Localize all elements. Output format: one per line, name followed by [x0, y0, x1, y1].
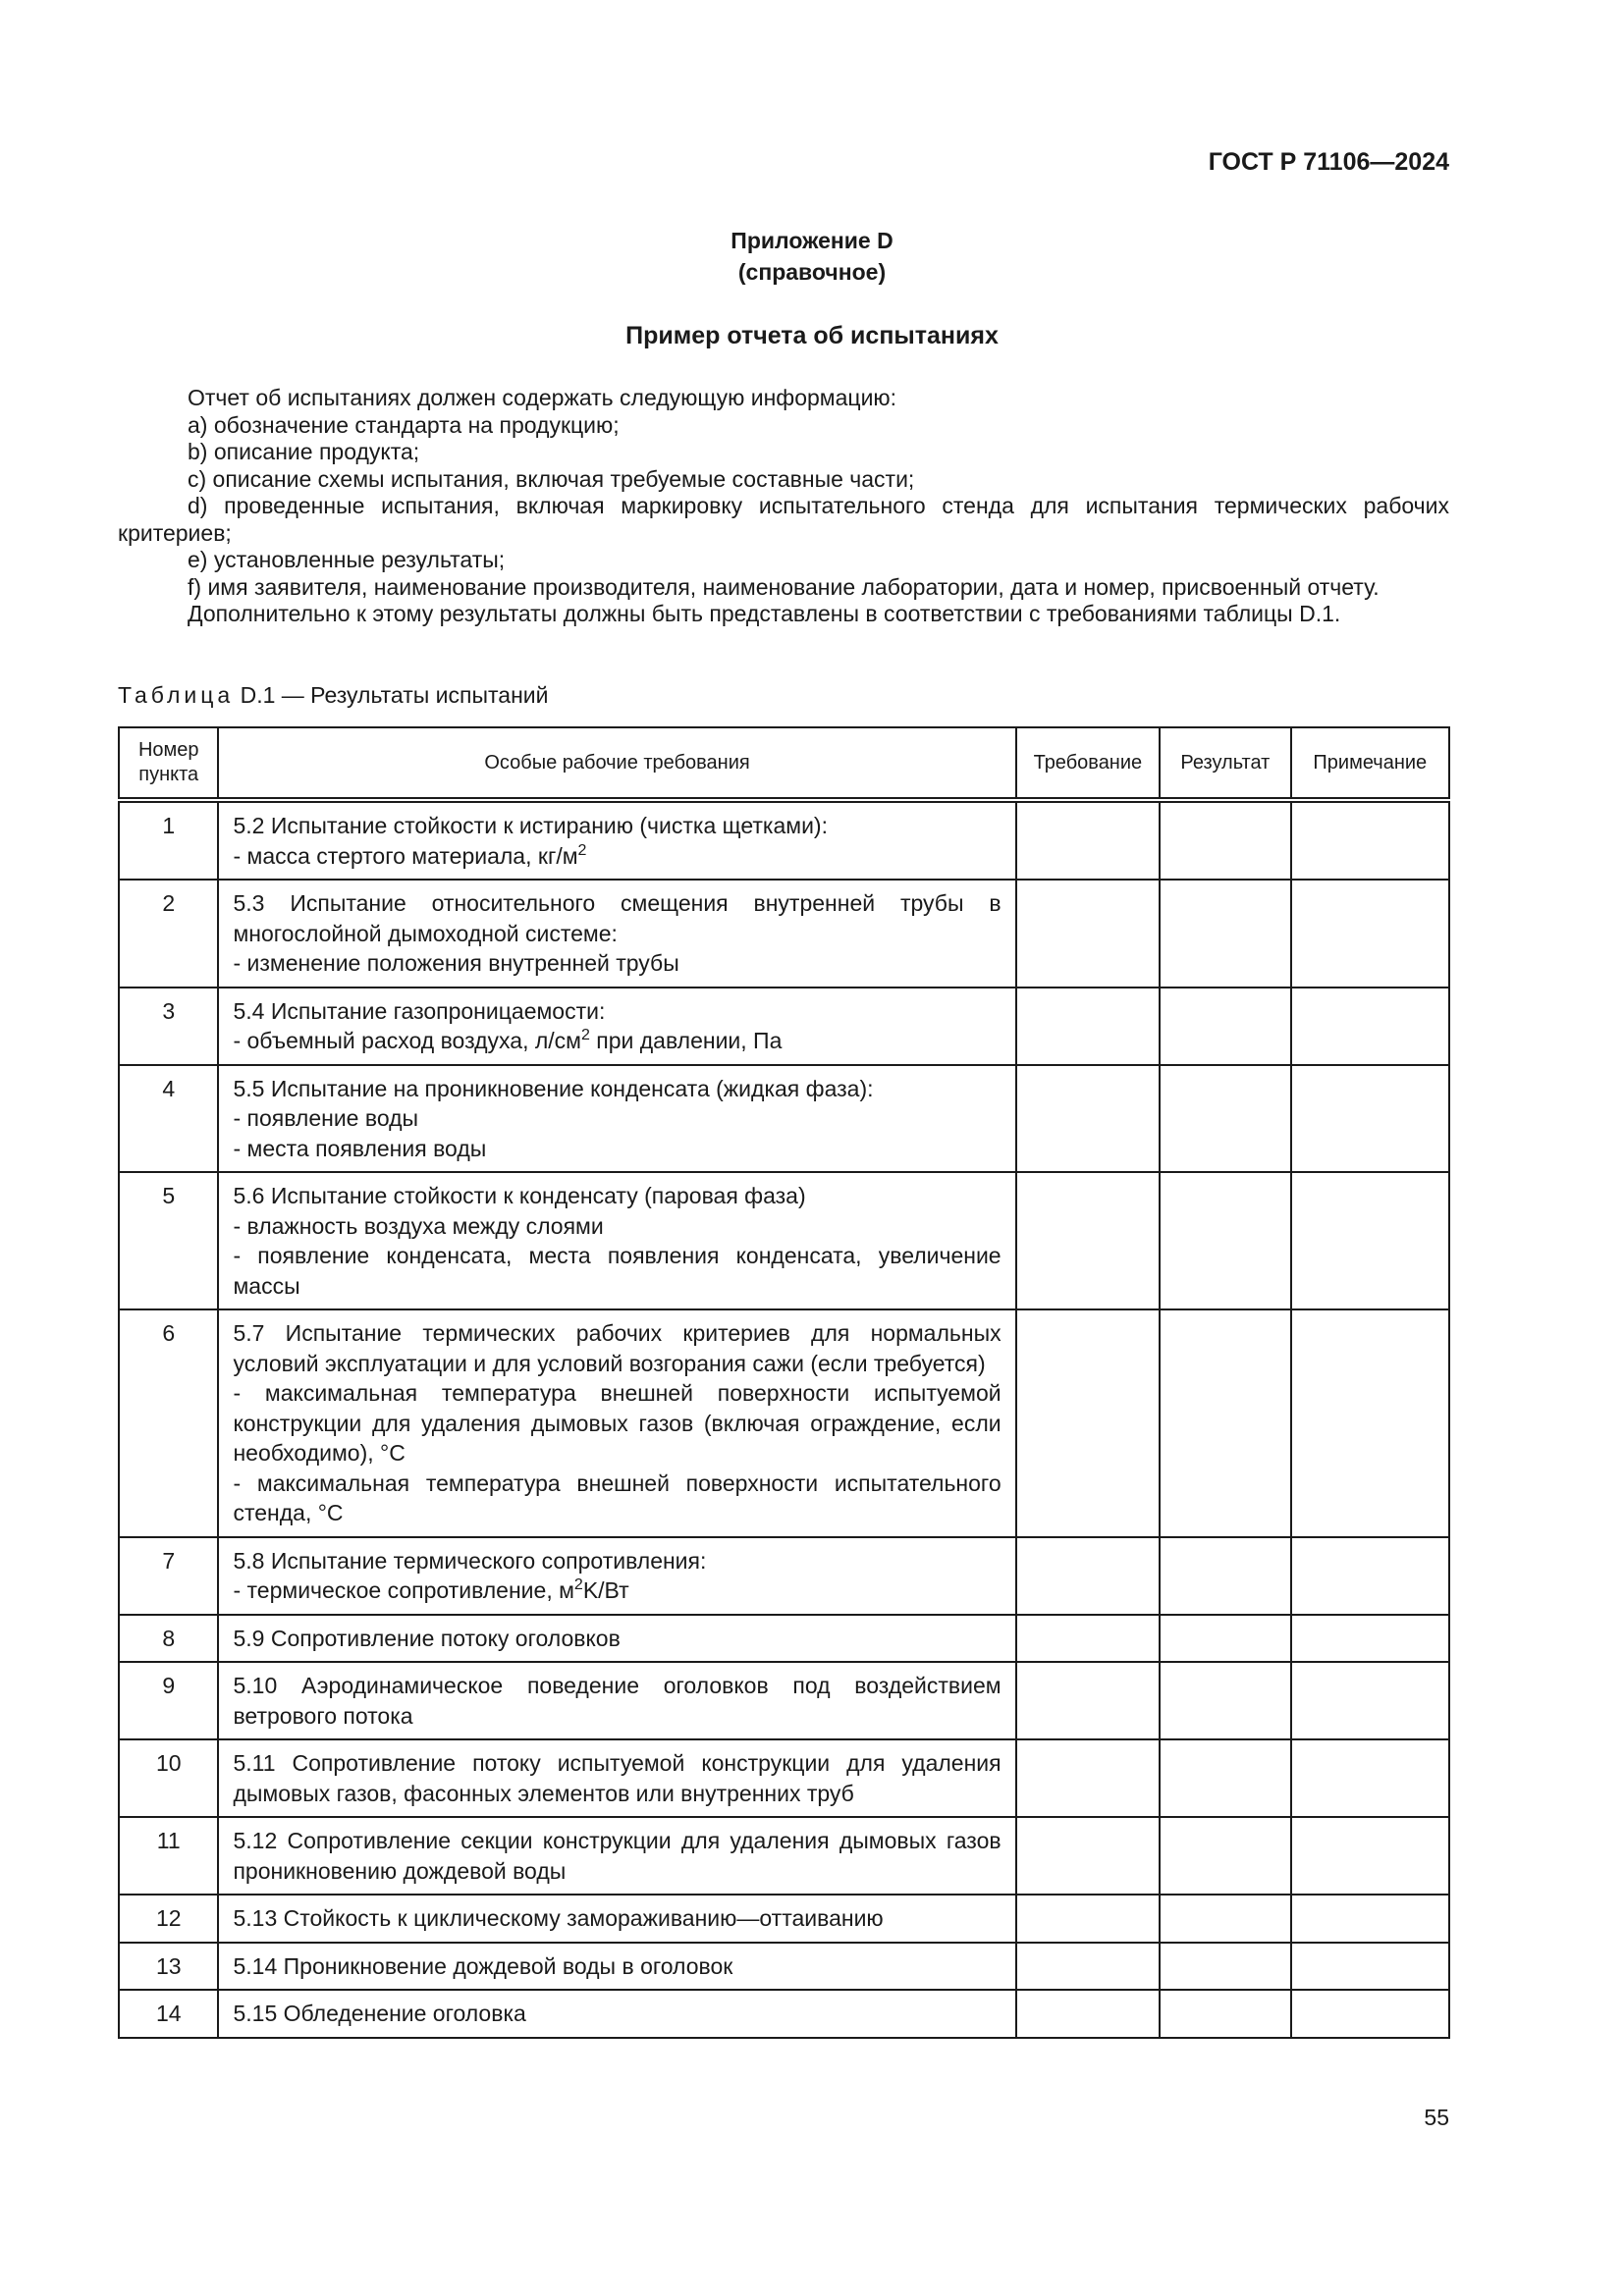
header-note: Примечание [1291, 727, 1449, 800]
table-row [119, 1615, 1449, 1663]
req-text: K/Вт [582, 1577, 629, 1603]
row-requirement [218, 1537, 1015, 1615]
table-header-row [119, 727, 1449, 800]
cell-note [1291, 1172, 1449, 1309]
cell-requirement [1016, 800, 1161, 880]
annex-type: (справочное) [737, 259, 887, 285]
req-text: - масса стертого материала, кг/м [233, 842, 578, 869]
cell-result [1160, 1895, 1290, 1943]
superscript: 2 [573, 1576, 583, 1593]
row-number: 2 [119, 880, 218, 988]
table-row [119, 1662, 1449, 1739]
row-requirement [218, 1065, 1015, 1173]
header-result: Результат [1160, 727, 1290, 800]
table-row [119, 1739, 1449, 1817]
closing-paragraph: Дополнительно к этому результаты должны быть представлены в соответствии с требованиями таблицы D.1. [188, 601, 1341, 626]
cell-requirement [1016, 988, 1161, 1065]
cell-result [1160, 1309, 1290, 1537]
req-line: 5.4 Испытание газопроницаемости: [233, 997, 606, 1024]
cell-result [1160, 1817, 1290, 1895]
list-item-f: f) имя заявителя, наименование производителя, наименование лаборатории, дата и номер, присвоенный отчету. [188, 573, 1380, 600]
list-item-c: c) описание схемы испытания, включая требуемые составные части; [188, 465, 915, 492]
intro-text [118, 385, 1449, 628]
req-line [233, 1026, 1001, 1056]
row-number: 1 [119, 800, 218, 880]
cell-note [1291, 800, 1449, 880]
cell-note [1291, 988, 1449, 1065]
cell-requirement [1016, 1739, 1161, 1817]
table-row [119, 1895, 1449, 1943]
req-line: - места появления воды [233, 1135, 487, 1161]
req-text: - объемный расход воздуха, л/см [233, 1028, 581, 1053]
results-table [118, 726, 1450, 2039]
req-line: - максимальная температура внешней поверхности испытуемой конструкции для удаления дымовых газов (включая ограждение, если необходимо), °C [233, 1380, 1001, 1466]
cell-note [1291, 1990, 1449, 2038]
row-number: 9 [119, 1662, 218, 1739]
row-number: 11 [119, 1817, 218, 1895]
row-number: 7 [119, 1537, 218, 1615]
table-row [119, 1817, 1449, 1895]
cell-note [1291, 1309, 1449, 1537]
superscript: 2 [580, 1027, 590, 1043]
cell-requirement [1016, 1537, 1161, 1615]
row-requirement [218, 1172, 1015, 1309]
list-item-a: a) обозначение стандарта на продукцию; [188, 411, 620, 438]
req-line: 5.6 Испытание стойкости к конденсату (паровая фаза) [233, 1183, 806, 1208]
table-caption [118, 682, 548, 709]
cell-result [1160, 1943, 1290, 1991]
row-requirement [218, 880, 1015, 988]
row-requirement: 5.12 Сопротивление секции конструкции для удаления дымовых газов проникновению дождевой воды [218, 1817, 1015, 1895]
cell-result [1160, 880, 1290, 988]
row-number: 12 [119, 1895, 218, 1943]
cell-note [1291, 1615, 1449, 1663]
table-row [119, 1943, 1449, 1991]
req-line [233, 1575, 1001, 1606]
row-number: 4 [119, 1065, 218, 1173]
req-line: 5.5 Испытание на проникновение конденсата (жидкая фаза): [233, 1075, 874, 1101]
row-requirement: 5.9 Сопротивление потоку оголовков [218, 1615, 1015, 1663]
list-item-e: e) установленные результаты; [188, 547, 506, 572]
cell-note [1291, 1943, 1449, 1991]
row-number: 5 [119, 1172, 218, 1309]
cell-result [1160, 1065, 1290, 1173]
cell-result [1160, 1662, 1290, 1739]
cell-note [1291, 1537, 1449, 1615]
cell-requirement [1016, 1309, 1161, 1537]
cell-requirement [1016, 1990, 1161, 2038]
cell-requirement [1016, 1895, 1161, 1943]
row-requirement: 5.13 Стойкость к циклическому замораживанию—оттаиванию [218, 1895, 1015, 1943]
table-row [119, 1172, 1449, 1309]
cell-note [1291, 1662, 1449, 1739]
row-requirement: 5.11 Сопротивление потоку испытуемой конструкции для удаления дымовых газов, фасонных элементов или внутренних труб [218, 1739, 1015, 1817]
row-number: 13 [119, 1943, 218, 1991]
annex-title: Пример отчета об испытаниях [625, 322, 999, 349]
superscript: 2 [577, 841, 587, 859]
cell-note [1291, 1817, 1449, 1895]
cell-result [1160, 1990, 1290, 2038]
cell-note [1291, 1895, 1449, 1943]
cell-result [1160, 1537, 1290, 1615]
list-item-d: d) проведенные испытания, включая маркировку испытательного стенда для испытания термических рабочих критериев; [118, 493, 1449, 546]
table-caption-prefix: Таблица [118, 682, 235, 708]
row-requirement: 5.15 Обледенение оголовка [218, 1990, 1015, 2038]
table-row [119, 800, 1449, 880]
row-requirement: 5.14 Проникновение дождевой воды в оголовок [218, 1943, 1015, 1991]
header-requirement: Требование [1016, 727, 1161, 800]
cell-requirement [1016, 1615, 1161, 1663]
table-row [119, 1537, 1449, 1615]
req-line: 5.8 Испытание термического сопротивления: [233, 1547, 707, 1574]
table-row [119, 880, 1449, 988]
page-number: 55 [1424, 2105, 1449, 2130]
req-line: - появление конденсата, места появления конденсата, увеличение массы [233, 1243, 1001, 1299]
table-row [119, 1065, 1449, 1173]
cell-result [1160, 1172, 1290, 1309]
row-number: 10 [119, 1739, 218, 1817]
table-row [119, 988, 1449, 1065]
req-text: при давлении, Па [589, 1028, 783, 1053]
row-number: 6 [119, 1309, 218, 1537]
annex-label: Приложение D [731, 228, 893, 253]
cell-note [1291, 1065, 1449, 1173]
cell-note [1291, 880, 1449, 988]
req-line: 5.7 Испытание термических рабочих критериев для нормальных условий эксплуатации и для условий возгорания сажи (если требуется) [233, 1320, 1001, 1376]
row-number: 14 [119, 1990, 218, 2038]
header-requirements: Особые рабочие требования [218, 727, 1015, 800]
cell-requirement [1016, 1065, 1161, 1173]
row-requirement [218, 988, 1015, 1065]
row-requirement [218, 1309, 1015, 1537]
req-line: 5.2 Испытание стойкости к истиранию (чистка щетками): [233, 813, 828, 838]
list-item-b: b) описание продукта; [188, 439, 420, 464]
table-caption-title: D.1 — Результаты испытаний [234, 682, 549, 708]
req-line: - влажность воздуха между слоями [233, 1212, 604, 1239]
cell-requirement [1016, 1943, 1161, 1991]
cell-requirement [1016, 1662, 1161, 1739]
intro-paragraph: Отчет об испытаниях должен содержать следующую информацию: [188, 385, 897, 410]
req-line: - появление воды [233, 1105, 419, 1131]
header-num: Номер пункта [119, 727, 218, 800]
req-line: - изменение положения внутренней трубы [233, 950, 679, 976]
table-row [119, 1990, 1449, 2038]
cell-result [1160, 1739, 1290, 1817]
row-number: 8 [119, 1615, 218, 1663]
cell-note [1291, 1739, 1449, 1817]
req-text: - термическое сопротивление, м [233, 1577, 574, 1603]
cell-result [1160, 1615, 1290, 1663]
table-row [119, 1309, 1449, 1537]
row-number: 3 [119, 988, 218, 1065]
req-line: - максимальная температура внешней поверхности испытательного стенда, °C [233, 1469, 1001, 1525]
cell-requirement [1016, 880, 1161, 988]
req-line: 5.3 Испытание относительного смещения внутренней трубы в многослойной дымоходной системе: [233, 890, 1001, 946]
req-line [233, 841, 1001, 872]
cell-result [1160, 988, 1290, 1065]
row-requirement [218, 800, 1015, 880]
cell-requirement [1016, 1817, 1161, 1895]
document-code: ГОСТ Р 71106—2024 [1208, 148, 1449, 176]
cell-result [1160, 800, 1290, 880]
cell-requirement [1016, 1172, 1161, 1309]
row-requirement: 5.10 Аэродинамическое поведение оголовков под воздействием ветрового потока [218, 1662, 1015, 1739]
